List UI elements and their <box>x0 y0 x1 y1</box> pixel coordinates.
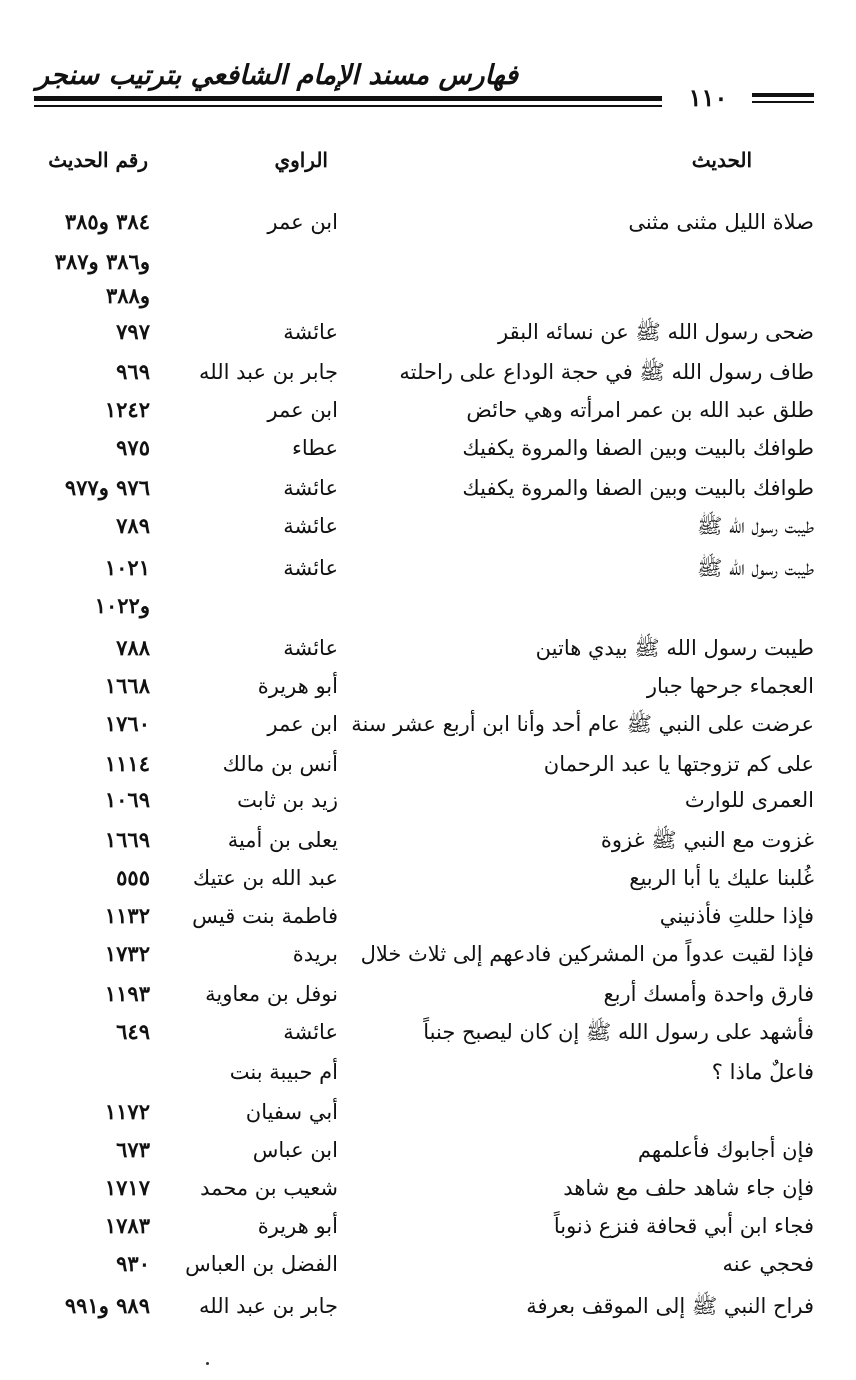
row-hadith-text: فراح النبي ﷺ إلى الموقف بعرفة <box>526 1294 814 1318</box>
row-rawi-name: بريدة <box>292 942 338 966</box>
table-row <box>0 782 856 818</box>
row-rawi-name: يعلى بن أمية <box>227 828 338 852</box>
row-hadith-text: عرضت على النبي ﷺ عام أحد وأنا ابن أربع عشر سنة <box>351 712 814 736</box>
row-hadith-number: ٩٨٩ و٩٩١ <box>64 1293 150 1318</box>
row-rawi-name: فاطمة بنت قيس <box>192 904 338 928</box>
row-hadith-number: ٩٧٦ و٩٧٧ <box>64 475 150 500</box>
row-hadith-text: فإن جاء شاهد حلف مع شاهد <box>563 1176 814 1200</box>
table-row <box>0 430 856 466</box>
table-row <box>0 1170 856 1206</box>
table-row <box>0 860 856 896</box>
row-rawi-name: عائشة <box>283 1020 338 1044</box>
table-row <box>0 706 856 742</box>
table-row <box>0 1288 856 1324</box>
page-dot <box>206 1362 209 1365</box>
row-rawi-name: الفضل بن العباس <box>185 1252 338 1276</box>
row-hadith-number: ٩٧٥ <box>116 435 150 460</box>
row-hadith-text: صلاة الليل مثنى مثنى <box>628 210 814 234</box>
row-hadith-text: طيبت رسول الله ﷺ <box>697 556 814 580</box>
row-hadith-number: ١٠٢١ <box>104 555 150 580</box>
table-row <box>0 976 856 1012</box>
table-row <box>0 1208 856 1244</box>
row-hadith-text: فجاء ابن أبي قحافة فنزع ذنوباً <box>553 1214 814 1238</box>
table-row <box>0 1246 856 1282</box>
table-row <box>0 630 856 666</box>
table-row <box>0 668 856 704</box>
row-hadith-text: على كم تزوجتها يا عبد الرحمان <box>543 752 814 776</box>
table-row <box>0 1054 856 1090</box>
table-row <box>0 508 856 544</box>
row-hadith-text: العمرى للوارث <box>684 788 814 812</box>
row-hadith-number: ١٧٨٣ <box>104 1213 150 1238</box>
row-hadith-text: غُلبنا عليك يا أبا الربيع <box>629 866 814 890</box>
table-row <box>0 278 856 314</box>
row-hadith-number: ٥٥٥ <box>116 865 150 890</box>
row-rawi-name: ابن عباس <box>252 1138 338 1162</box>
page-number: ١١٠ <box>688 83 728 112</box>
row-hadith-number: ١٦٦٨ <box>104 673 150 698</box>
header-rule-right-lower <box>752 101 814 103</box>
row-hadith-text: طوافك بالبيت وبين الصفا والمروة يكفيك <box>462 476 814 500</box>
row-hadith-text: طاف رسول الله ﷺ في حجة الوداع على راحلته <box>399 360 814 384</box>
table-row <box>0 354 856 390</box>
row-hadith-text: فإن أجابوك فأعلمهم <box>637 1138 814 1162</box>
table-row <box>0 588 856 624</box>
row-rawi-name: عائشة <box>283 476 338 500</box>
row-hadith-number: ١٧٣٢ <box>104 941 150 966</box>
row-rawi-name: أبو هريرة <box>257 1214 338 1238</box>
row-hadith-text: طوافك بالبيت وبين الصفا والمروة يكفيك <box>462 436 814 460</box>
row-hadith-number: ٧٨٨ <box>116 635 150 660</box>
row-hadith-number: و٣٨٨ <box>106 283 150 308</box>
table-row <box>0 1132 856 1168</box>
row-hadith-number: و٣٨٦ و٣٨٧ <box>54 249 150 274</box>
row-hadith-number: ٧٨٩ <box>116 513 150 538</box>
row-hadith-number: ٦٤٩ <box>116 1019 150 1044</box>
table-row <box>0 244 856 280</box>
row-rawi-name: جابر بن عبد الله <box>198 1294 338 1318</box>
row-rawi-name: ابن عمر <box>267 210 338 234</box>
column-header-rawi: الراوي <box>274 148 328 172</box>
row-hadith-number: ١١٩٣ <box>104 981 150 1006</box>
row-hadith-number: و١٠٢٢ <box>94 593 150 618</box>
table-row <box>0 1014 856 1050</box>
table-row <box>0 898 856 934</box>
row-rawi-name: عائشة <box>283 514 338 538</box>
table-row <box>0 204 856 240</box>
row-hadith-number: ١٠٦٩ <box>104 787 150 812</box>
running-header-title: فهارس مسند الإمام الشافعي بترتيب سنجر <box>36 60 519 91</box>
row-rawi-name: ابن عمر <box>267 398 338 422</box>
row-hadith-text: فأشهد على رسول الله ﷺ إن كان ليصبح جنباً <box>423 1020 814 1044</box>
row-hadith-text: العجماء جرحها جبار <box>646 674 814 698</box>
header-rule-thick <box>34 96 662 101</box>
row-rawi-name: عائشة <box>283 636 338 660</box>
row-hadith-text: فإذا حللتِ فأذنيني <box>659 904 814 928</box>
row-hadith-number: ١٦٦٩ <box>104 827 150 852</box>
row-rawi-name: عائشة <box>283 556 338 580</box>
row-rawi-name: عبد الله بن عتيك <box>192 866 338 890</box>
header-rule-right-upper <box>752 93 814 97</box>
row-rawi-name: عطاء <box>291 436 338 460</box>
table-row <box>0 470 856 506</box>
row-rawi-name: أنس بن مالك <box>222 752 338 776</box>
table-row <box>0 550 856 586</box>
column-header-number: رقم الحديث <box>48 148 148 172</box>
row-hadith-text: فارق واحدة وأمسك أربع <box>603 982 814 1006</box>
table-row <box>0 392 856 428</box>
row-rawi-name: أم حبيبة بنت <box>229 1060 338 1084</box>
row-hadith-text: فاعلٌ ماذا ؟ <box>711 1060 814 1084</box>
row-hadith-text: فإذا لقيت عدواً من المشركين فادعهم إلى ثلاث خلال <box>360 942 814 966</box>
row-hadith-number: ١١٧٢ <box>104 1099 150 1124</box>
row-hadith-number: ٩٣٠ <box>116 1251 150 1276</box>
row-hadith-number: ٦٧٣ <box>116 1137 150 1162</box>
table-row <box>0 936 856 972</box>
header-rule-thin <box>34 105 662 107</box>
row-hadith-text: غزوت مع النبي ﷺ غزوة <box>600 828 814 852</box>
table-row <box>0 314 856 350</box>
table-row <box>0 822 856 858</box>
row-hadith-number: ١١١٤ <box>104 751 150 776</box>
table-row <box>0 1094 856 1130</box>
row-rawi-name: أبي سفيان <box>245 1100 338 1124</box>
row-hadith-text: طيبت رسول الله ﷺ بيدي هاتين <box>535 636 814 660</box>
row-rawi-name: ابن عمر <box>267 712 338 736</box>
row-rawi-name: نوفل بن معاوية <box>205 982 338 1006</box>
row-hadith-text: طيبت رسول الله ﷺ <box>697 514 814 538</box>
row-hadith-number: ٩٦٩ <box>116 359 150 384</box>
row-hadith-number: ١١٣٢ <box>104 903 150 928</box>
row-hadith-number: ١٧٦٠ <box>104 711 150 736</box>
row-rawi-name: جابر بن عبد الله <box>198 360 338 384</box>
row-rawi-name: عائشة <box>283 320 338 344</box>
row-hadith-text: طلق عبد الله بن عمر امرأته وهي حائض <box>466 398 814 422</box>
row-hadith-number: ٣٨٤ و٣٨٥ <box>64 209 150 234</box>
row-hadith-number: ١٧١٧ <box>104 1175 150 1200</box>
table-row <box>0 746 856 782</box>
row-hadith-number: ٧٩٧ <box>116 319 150 344</box>
row-rawi-name: زيد بن ثابت <box>237 788 338 812</box>
row-rawi-name: شعيب بن محمد <box>200 1176 338 1200</box>
row-hadith-text: فحجي عنه <box>722 1252 814 1276</box>
column-header-hadith: الحديث <box>691 148 752 172</box>
row-rawi-name: أبو هريرة <box>257 674 338 698</box>
row-hadith-text: ضحى رسول الله ﷺ عن نسائه البقر <box>498 320 814 344</box>
row-hadith-number: ١٢٤٢ <box>104 397 150 422</box>
